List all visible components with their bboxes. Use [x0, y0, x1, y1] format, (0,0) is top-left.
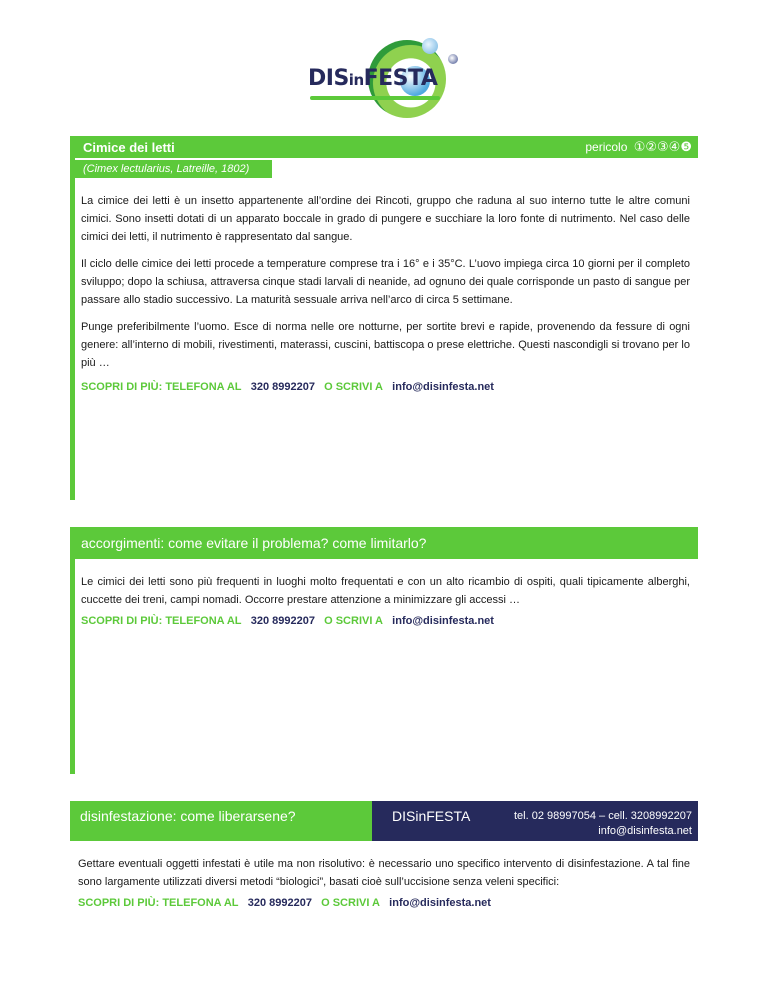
section-body	[75, 178, 698, 393]
cta-phone-link[interactable]: 320 8992207	[250, 615, 315, 627]
call-to-action	[78, 897, 690, 909]
cta-label: SCOPRI DI PIÙ: TELEFONA AL	[81, 615, 242, 627]
cta-label: O SCRIVI A	[321, 897, 380, 909]
paragraph: Il ciclo delle cimice dei letti procede a temperature comprese tra i 16° e i 35°C. L’uovo impiega circa 10 giorni per il completo sviluppo; dopo la schiusa, attraversa cinque stadi larvali di neanide, ad ognuno dei quale corrisponde un pasto di sangue per passare allo stadio successivo. La maturità sessuale arriva nell’arco di circa 5 settimane.	[81, 258, 690, 306]
cta-label: SCOPRI DI PIÙ: TELEFONA AL	[78, 897, 239, 909]
cta-phone-link[interactable]: 320 8992207	[247, 897, 312, 909]
cta-phone-link[interactable]: 320 8992207	[250, 381, 315, 393]
contact-box	[372, 801, 698, 841]
section-body	[75, 559, 698, 627]
paragraph: Le cimici dei letti sono più frequenti in luoghi molto frequentati e con un alto ricambio di ospiti, quali tipicamente alberghi, cuccette dei treni, campi nomadi. Occorre prestare attenzione a minimizzare gli accessi …	[81, 576, 690, 606]
cta-email-link[interactable]: info@disinfesta.net	[392, 615, 494, 627]
call-to-action	[81, 615, 690, 627]
cta-label: O SCRIVI A	[324, 381, 383, 393]
danger-label: pericolo	[585, 139, 628, 154]
section-disinfestation	[70, 801, 698, 917]
logo-underline	[310, 96, 440, 100]
section-title: disinfestazione: come liberarsene?	[70, 801, 372, 841]
cta-label: O SCRIVI A	[324, 615, 383, 627]
contact-phones: tel. 02 98997054 – cell. 3208992207	[514, 810, 692, 822]
section-header	[70, 801, 698, 841]
scientific-name: (Cimex lectularius, Latreille, 1802)	[75, 160, 272, 178]
cta-email-link[interactable]: info@disinfesta.net	[392, 381, 494, 393]
cta-email-link[interactable]: info@disinfesta.net	[389, 897, 491, 909]
section-title: accorgimenti: come evitare il problema? come limitarlo?	[75, 527, 698, 559]
paragraph: Gettare eventuali oggetti infestati è utile ma non risolutivo: è necessario uno specifico intervento di disinfestazione. A tal fine sono largamente utilizzati diversi metodi “biologici”, basati cioè sull’uccisione senza veleni specifici:	[78, 858, 690, 888]
danger-rating	[585, 140, 692, 155]
paragraph: Punge preferibilmente l’uomo. Esce di norma nelle ore notturne, per sortite brevi e rapide, provenendo da fessure di ogni genere: all’interno di mobili, rivestimenti, materassi, cuscini, battiscopa o prese elettriche. Questi nascondigli si trovano per lo più …	[81, 321, 690, 369]
section-header	[75, 136, 698, 158]
logo-bubble-graphic	[422, 38, 438, 54]
paragraph: La cimice dei letti è un insetto appartenente all’ordine dei Rincoti, gruppo che raduna al suo interno tutte le altre comuni cimici. Sono insetti dotati di un apparato boccale in grado di pungere e succhiare la loro fonte di nutrimento. Nel caso delle cimici dei letti, il nutrimento è rappresentato dal sangue.	[81, 195, 690, 243]
disinfesta-logo	[300, 36, 470, 116]
cta-label: SCOPRI DI PIÙ: TELEFONA AL	[81, 381, 242, 393]
section-bed-bug	[70, 136, 698, 500]
danger-level-circles: ①②③④❺	[633, 139, 692, 155]
section-body	[70, 841, 698, 909]
logo-bubble-graphic	[448, 54, 458, 64]
section-prevention	[70, 527, 698, 774]
call-to-action	[81, 381, 690, 393]
section-title: Cimice dei letti	[83, 139, 175, 155]
contact-email-link[interactable]: info@disinfesta.net	[598, 825, 692, 837]
brand-name: DISinFESTA	[392, 808, 471, 824]
logo-wordmark: DISinFESTA	[308, 66, 438, 91]
